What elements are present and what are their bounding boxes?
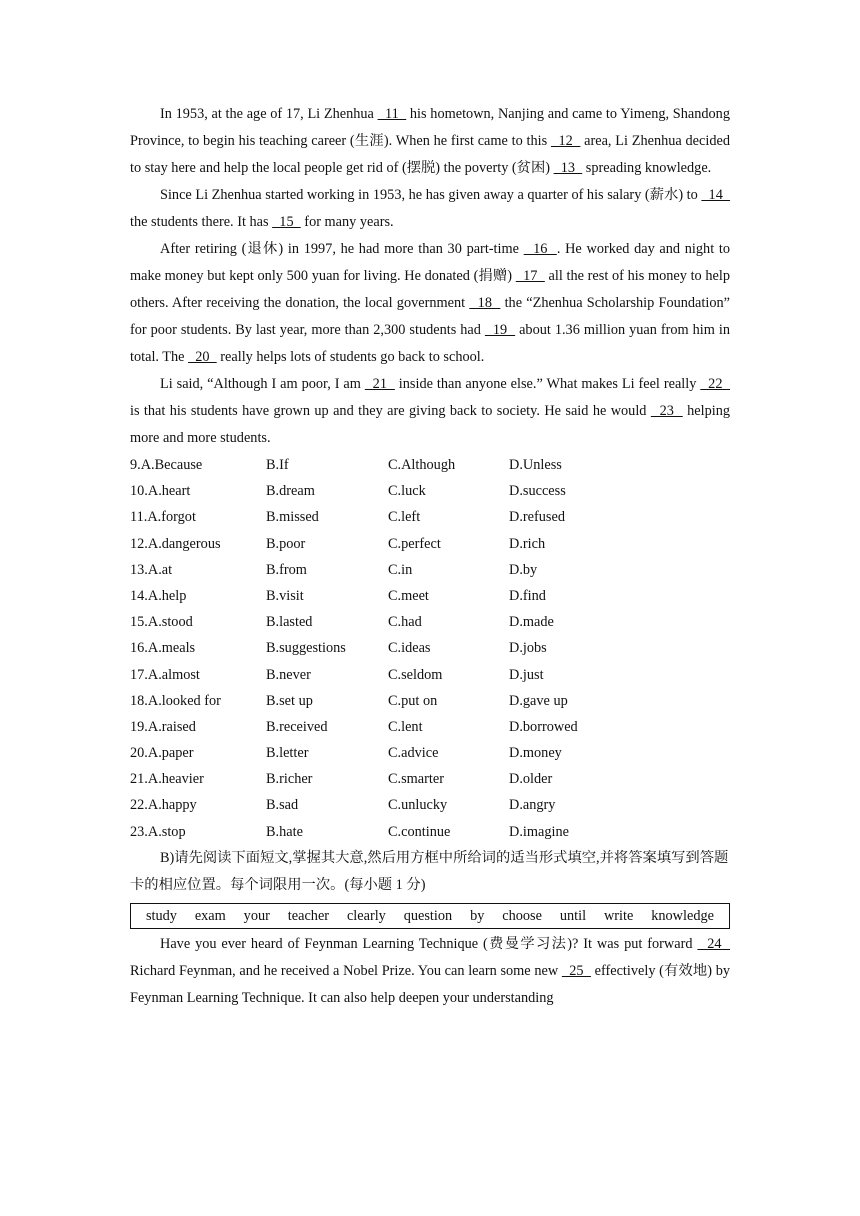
- option-choice: C.left: [388, 509, 421, 526]
- answer-blank: 20: [188, 349, 217, 365]
- word-box: [130, 903, 730, 929]
- word-box-item: study: [145, 907, 177, 924]
- option-choice: B.poor: [266, 535, 306, 552]
- option-choice: D.jobs: [509, 640, 547, 657]
- option-choice: C.perfect: [388, 535, 441, 552]
- word-box-item: question: [403, 907, 453, 924]
- option-choice: B.visit: [266, 587, 304, 604]
- option-choice: D.success: [509, 483, 566, 500]
- option-choice: C.advice: [388, 745, 439, 762]
- option-choice: B.received: [266, 718, 328, 735]
- option-row: [130, 635, 730, 661]
- option-choice: 19.A.raised: [130, 718, 196, 735]
- option-choice: D.imagine: [509, 823, 569, 840]
- option-choice: B.from: [266, 561, 307, 578]
- word-box-item: exam: [194, 907, 226, 924]
- option-row: [130, 662, 730, 688]
- answer-blank: 11: [377, 106, 407, 122]
- option-choice: 14.A.help: [130, 587, 187, 604]
- option-choice: B.hate: [266, 823, 303, 840]
- option-row: [130, 478, 730, 504]
- option-row: [130, 452, 730, 478]
- cloze-passage: [130, 101, 730, 452]
- word-box-item: choose: [502, 907, 542, 924]
- option-row: [130, 766, 730, 792]
- fill-in-passage: Have you ever heard of Feynman Learning Technique (费曼学习法)? It was put forward 24 Richard Feynman, and he received a Nobel Prize. You can learn some new 25 effectively (有效地) by Feynman Learning Technique. It can also help deepen your understanding: [130, 935, 731, 1006]
- option-choice: D.gave up: [509, 692, 568, 709]
- exam-page: [130, 101, 730, 1012]
- answer-blank: 22: [700, 376, 730, 392]
- option-choice: D.made: [509, 614, 554, 631]
- option-choice: B.letter: [266, 745, 309, 762]
- word-box-item: knowledge: [651, 907, 714, 924]
- passage-paragraph: After retiring (退休) in 1997, he had more than 30 part-time 16 . He worked day and night to make money but kept only 500 yuan for living. He donated (捐赠) 17 all the rest of his money to help others. After receiving the donation, the local government 18 the “Zhenhua Scholarship Foundation” for poor students. By last year, more than 2,300 students had 19 about 1.36 million yuan from him in total. The 20 really helps lots of students go back to school.: [130, 241, 731, 365]
- option-choice: C.unlucky: [388, 797, 448, 814]
- option-choice: C.luck: [388, 483, 426, 500]
- option-choice: C.Although: [388, 457, 456, 473]
- option-row: [130, 740, 730, 766]
- answer-blank: 19: [484, 322, 516, 338]
- option-choice: B.dream: [266, 483, 315, 500]
- answer-blank: 14: [701, 187, 731, 203]
- option-choice: 11.A.forgot: [130, 509, 196, 526]
- answer-blank: 12: [550, 133, 581, 149]
- option-choice: D.find: [509, 587, 546, 604]
- option-choice: B.If: [266, 457, 289, 473]
- word-box-item: write: [603, 907, 634, 924]
- option-choice: 17.A.almost: [130, 666, 200, 683]
- option-choice: D.rich: [509, 535, 546, 552]
- option-choice: B.richer: [266, 771, 313, 788]
- option-choice: 9.A.Because: [130, 457, 203, 473]
- option-choice: B.sad: [266, 797, 299, 814]
- option-choice: B.lasted: [266, 614, 313, 631]
- option-row: [130, 792, 730, 818]
- option-choice: B.set up: [266, 692, 313, 709]
- passage-paragraph: Li said, “Although I am poor, I am 21 inside than anyone else.” What makes Li feel really 22 is that his students have grown up and they are giving back to society. He said he would 23 helping more and more students.: [130, 376, 730, 446]
- option-choice: 22.A.happy: [130, 797, 197, 814]
- answer-blank: 17: [515, 268, 545, 284]
- option-choice: B.missed: [266, 509, 319, 526]
- option-choice: C.lent: [388, 718, 423, 735]
- answer-options: [130, 452, 730, 845]
- option-choice: C.smarter: [388, 771, 444, 788]
- option-row: [130, 583, 730, 609]
- option-choice: 12.A.dangerous: [130, 535, 221, 552]
- answer-blank: 13: [553, 160, 583, 176]
- section-b-instruction: B)请先阅读下面短文,掌握其大意,然后用方框中所给词的适当形式填空,并将答案填写到答题卡的相应位置。每个词限用一次。(每小题 1 分): [130, 849, 729, 893]
- option-choice: 23.A.stop: [130, 823, 186, 840]
- option-choice: C.put on: [388, 692, 438, 709]
- word-box-item: by: [470, 907, 485, 924]
- word-box-item: your: [243, 907, 270, 924]
- option-choice: 18.A.looked for: [130, 692, 221, 709]
- passage-paragraph: In 1953, at the age of 17, Li Zhenhua 11 his hometown, Nanjing and came to Yimeng, Shandong Province, to begin his teaching career (生涯). When he first came to this 12 area, Li Zhenhua decided to stay here and help the local people get rid of (摆脱) the poverty (贫困) 13 spreading knowledge.: [130, 106, 730, 176]
- option-choice: D.money: [509, 745, 562, 762]
- option-choice: 13.A.at: [130, 561, 173, 578]
- option-row: [130, 531, 730, 557]
- option-choice: B.suggestions: [266, 640, 346, 657]
- option-choice: C.had: [388, 614, 422, 631]
- word-box-item: until: [559, 907, 587, 924]
- option-choice: 16.A.meals: [130, 640, 196, 657]
- answer-blank: 25: [561, 962, 591, 979]
- answer-blank: 16: [523, 241, 557, 257]
- answer-blank: 21: [364, 376, 395, 392]
- option-row: [130, 609, 730, 635]
- option-row: [130, 714, 730, 740]
- option-choice: 20.A.paper: [130, 745, 194, 762]
- option-row: [130, 504, 730, 530]
- option-choice: D.angry: [509, 797, 556, 814]
- passage-paragraph: Since Li Zhenhua started working in 1953, he has given away a quarter of his salary (薪水) to 14 the students there. It has 15 for many years.: [130, 187, 731, 230]
- option-choice: 10.A.heart: [130, 483, 191, 500]
- answer-blank: 18: [469, 295, 501, 311]
- option-choice: C.seldom: [388, 666, 443, 683]
- answer-blank: 24: [697, 935, 731, 952]
- option-choice: B.never: [266, 666, 311, 683]
- word-box-item: teacher: [287, 907, 330, 924]
- option-choice: D.borrowed: [509, 718, 578, 735]
- option-choice: D.just: [509, 666, 544, 683]
- option-choice: D.by: [509, 561, 538, 578]
- option-choice: C.continue: [388, 823, 451, 840]
- option-choice: C.ideas: [388, 640, 431, 657]
- option-choice: 15.A.stood: [130, 614, 193, 631]
- option-choice: C.meet: [388, 587, 429, 604]
- word-box-item: clearly: [346, 907, 386, 924]
- option-choice: D.older: [509, 771, 553, 788]
- option-row: [130, 819, 730, 845]
- option-row: [130, 557, 730, 583]
- option-row: [130, 688, 730, 714]
- option-choice: C.in: [388, 561, 413, 578]
- option-choice: D.Unless: [509, 457, 562, 473]
- option-choice: 21.A.heavier: [130, 771, 204, 788]
- option-choice: D.refused: [509, 509, 565, 526]
- answer-blank: 15: [272, 214, 301, 230]
- answer-blank: 23: [650, 403, 683, 419]
